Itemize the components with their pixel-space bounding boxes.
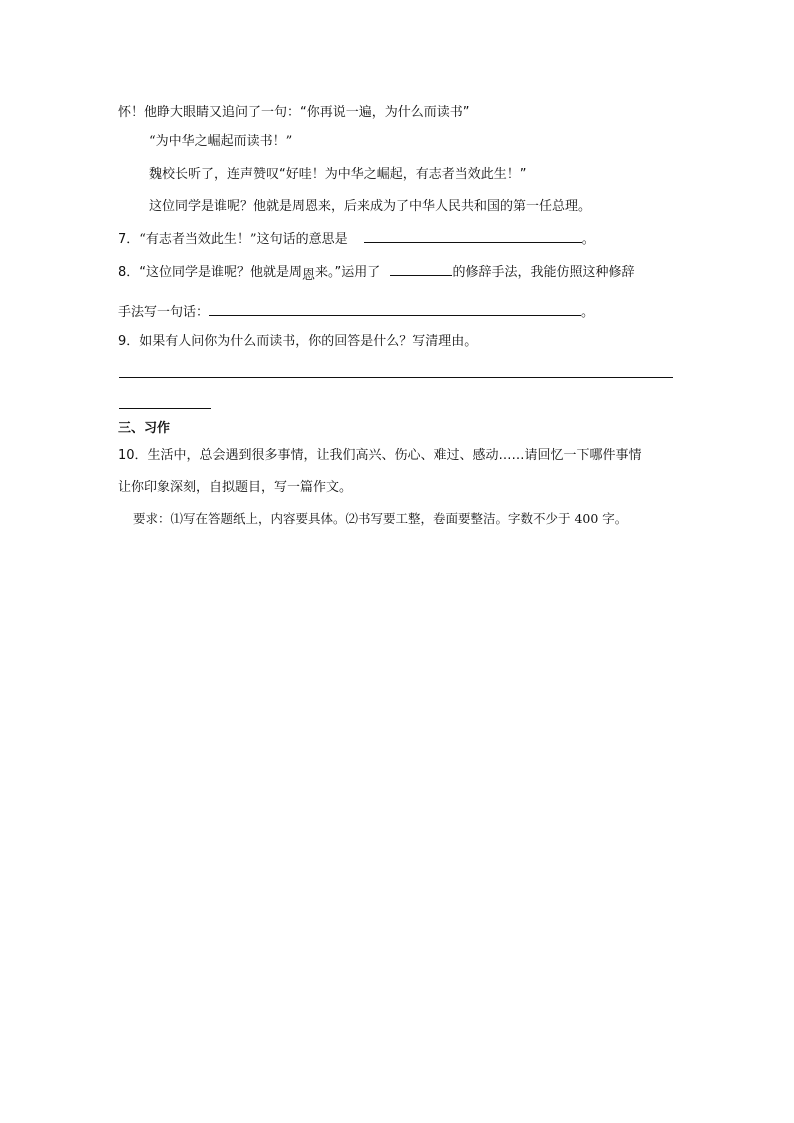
question-7-end: 。 [581,232,595,247]
passage-line-4: 这位同学是谁呢？他就是周恩来，后来成为了中华人民共和国的第一任总理。 [149,199,592,214]
question-9-answer-line[interactable] [119,377,673,378]
question-10-text-line-1: 生活中，总会遇到很多事情，让我们高兴、伤心、难过、感动……请回忆一下哪件事情 [147,448,642,463]
question-8-line2-text: 手法写一句话： [118,305,210,320]
question-10-number: 10． [118,448,148,463]
passage-line-2: “为中华之崛起而读书！” [149,134,293,149]
passage-line-1: 怀！他睁大眼睛又追问了一句：“你再说一遍，为什么而读书” [118,105,470,120]
section-3-heading: 三、习作 [118,421,171,436]
question-8 [118,262,634,282]
question-7-answer-blank[interactable] [364,229,582,243]
question-9-answer-line-short[interactable] [119,408,211,409]
question-7-number: 7． [118,232,140,247]
question-9-number: 9． [118,334,140,349]
question-8-dotted-char: 恩 [302,268,316,283]
question-8-end: 。 [581,305,595,320]
question-10-requirement: 要求：⑴写在答题纸上，内容要具体。⑵书写要工整，卷面要整洁。字数不少于 400 字。 [133,511,628,526]
question-8-line-2 [118,302,594,322]
question-8-text-b: 来。”运用了 [315,265,381,280]
question-8-sentence-blank[interactable] [209,302,581,316]
question-9 [118,333,477,351]
question-7 [118,229,595,249]
question-10-line-2: 让你印象深刻，自拟题目，写一篇作文。 [118,480,353,495]
question-8-text-c: 的修辞手法，我能仿照这种修辞 [452,265,635,280]
question-8-text-a: “这位同学是谁呢？他就是周 [139,265,303,280]
question-8-number: 8． [118,265,140,280]
question-9-text: 如果有人问你为什么而读书，你的回答是什么？写清理由。 [139,334,478,349]
question-10-line-1 [118,447,642,465]
question-7-text: “有志者当效此生！”这句话的意思是 [139,232,348,247]
question-8-rhetoric-blank[interactable] [390,262,452,276]
passage-line-3: 魏校长听了，连声赞叹“好哇！为中华之崛起，有志者当效此生！” [149,167,527,182]
